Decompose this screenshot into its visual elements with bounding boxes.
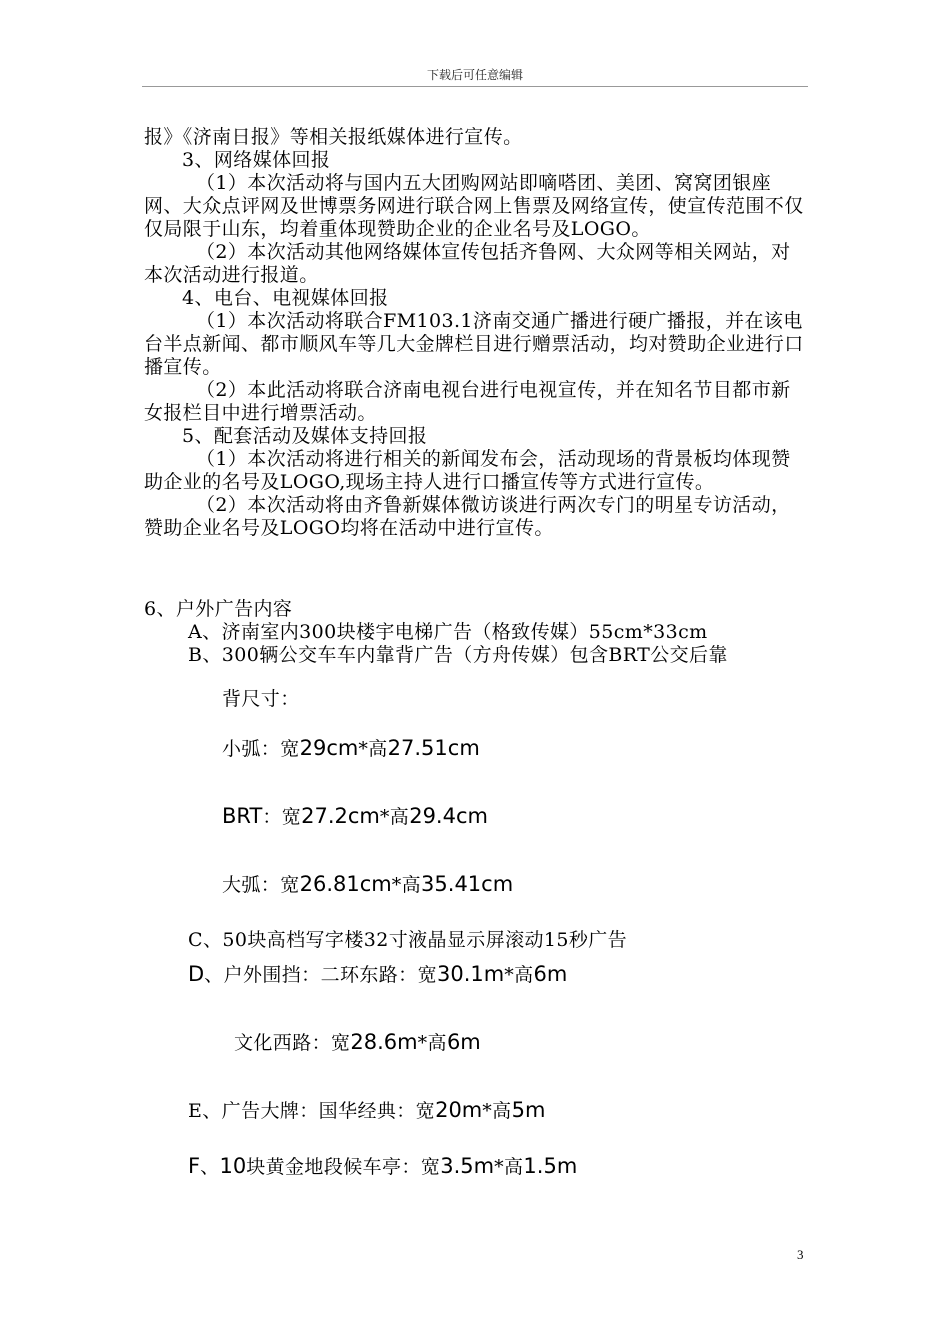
paragraph: （2）本此活动将联合济南电视台进行电视宣传，并在知名节目都市新女报栏目中进行增票活动。	[144, 379, 791, 424]
size-label: BRT	[222, 804, 263, 828]
size-height: 6m	[533, 962, 568, 986]
size-xiaohu	[222, 734, 480, 761]
page-number: 3	[797, 1247, 804, 1262]
outdoor-line-b: B、300辆公交车车内靠背广告（方舟传媒）包含BRT公交后靠	[188, 644, 728, 666]
paragraph: （2）本次活动其他网络媒体宣传包括齐鲁网、大众网等相关网站，对本次活动进行报道。	[144, 241, 791, 286]
size-height: 6m	[446, 1030, 481, 1054]
size-width: 28.6m	[350, 1030, 418, 1054]
paragraph: （2）本次活动将由齐鲁新媒体微访谈进行两次专门的明星专访活动，赞助企业名号及LOGO均将在活动中进行宣传。	[144, 494, 791, 539]
section-heading-outdoor: 6、户外广告内容	[144, 598, 293, 620]
size-brt	[222, 802, 488, 829]
page-header: 下载后可任意编辑	[426, 68, 523, 82]
size-dahu	[222, 870, 513, 897]
size-label: 文化西路：宽	[234, 1032, 351, 1054]
size-height: 5m	[511, 1098, 546, 1122]
outdoor-line-c: C、50块高档写字楼32寸液晶显示屏滚动15秒广告	[188, 929, 628, 951]
paragraph: （1）本次活动将联合FM103.1济南交通广播进行硬广播报，并在该电台半点新闻、都市顺风车等几大金牌栏目进行赠票活动，均对赞助企业进行口播宣传。	[144, 310, 804, 378]
size-width: 26.81cm	[299, 872, 392, 896]
size-width: 29cm	[299, 736, 359, 760]
outdoor-line-d	[188, 960, 567, 987]
outdoor-line-f	[188, 1152, 577, 1179]
outdoor-line-a: A、济南室内300块楼宇电梯广告（格致传媒）55cm*33cm	[188, 621, 708, 643]
size-width: 20m	[435, 1098, 483, 1122]
size-sep: *高	[379, 806, 410, 828]
size-height: 27.51cm	[387, 736, 480, 760]
count: 10	[219, 1154, 247, 1178]
size-width: 3.5m	[440, 1154, 495, 1178]
size-label: 、户外围挡：二环东路：宽	[204, 964, 437, 986]
paragraph: 报》《济南日报》等相关报纸媒体进行宣传。	[144, 126, 523, 148]
size-label-mid: ：宽	[262, 806, 302, 828]
size-sep: *高	[482, 1100, 512, 1122]
line-prefix: F	[188, 1154, 201, 1178]
paragraph: （1）本次活动将与国内五大团购网站即嘀嗒团、美团、窝窝团银座网、大众点评网及世博票务网进行联合网上售票及网络宣传，使宣传范围不仅仅局限于山东，均着重体现赞助企业的企业名号及LOGO。	[144, 172, 804, 240]
size-sep: *高	[494, 1156, 524, 1178]
section-heading-events: 5、配套活动及媒体支持回报	[182, 425, 428, 447]
outdoor-line-wenhua	[234, 1028, 481, 1055]
size-label: 块黄金地段候车亭：宽	[246, 1156, 441, 1178]
size-label: 大弧：宽	[222, 874, 300, 896]
section-heading-radio-tv: 4、电台、电视媒体回报	[182, 287, 389, 309]
document-body	[144, 126, 808, 540]
line-prefix-sep: 、	[200, 1156, 220, 1178]
size-sep: *高	[417, 1032, 447, 1054]
line-prefix: D	[188, 962, 205, 986]
size-height: 29.4cm	[409, 804, 488, 828]
outdoor-line-e	[188, 1096, 545, 1123]
size-width: 27.2cm	[301, 804, 380, 828]
size-sep: *高	[504, 964, 534, 986]
size-height: 1.5m	[523, 1154, 578, 1178]
size-width: 30.1m	[436, 962, 505, 986]
size-label: 小弧：宽	[222, 738, 300, 760]
size-label: E、广告大牌：国华经典：宽	[188, 1100, 436, 1122]
size-height: 35.41cm	[421, 872, 514, 896]
outdoor-line-b-cont: 背尺寸：	[222, 688, 300, 710]
paragraph: （1）本次活动将进行相关的新闻发布会，活动现场的背景板均体现赞助企业的名号及LOGO,现场主持人进行口播宣传等方式进行宣传。	[144, 448, 791, 493]
size-sep: *高	[358, 738, 388, 760]
section-heading-network: 3、网络媒体回报	[182, 149, 331, 171]
header-rule	[142, 86, 808, 87]
size-sep: *高	[391, 874, 422, 896]
